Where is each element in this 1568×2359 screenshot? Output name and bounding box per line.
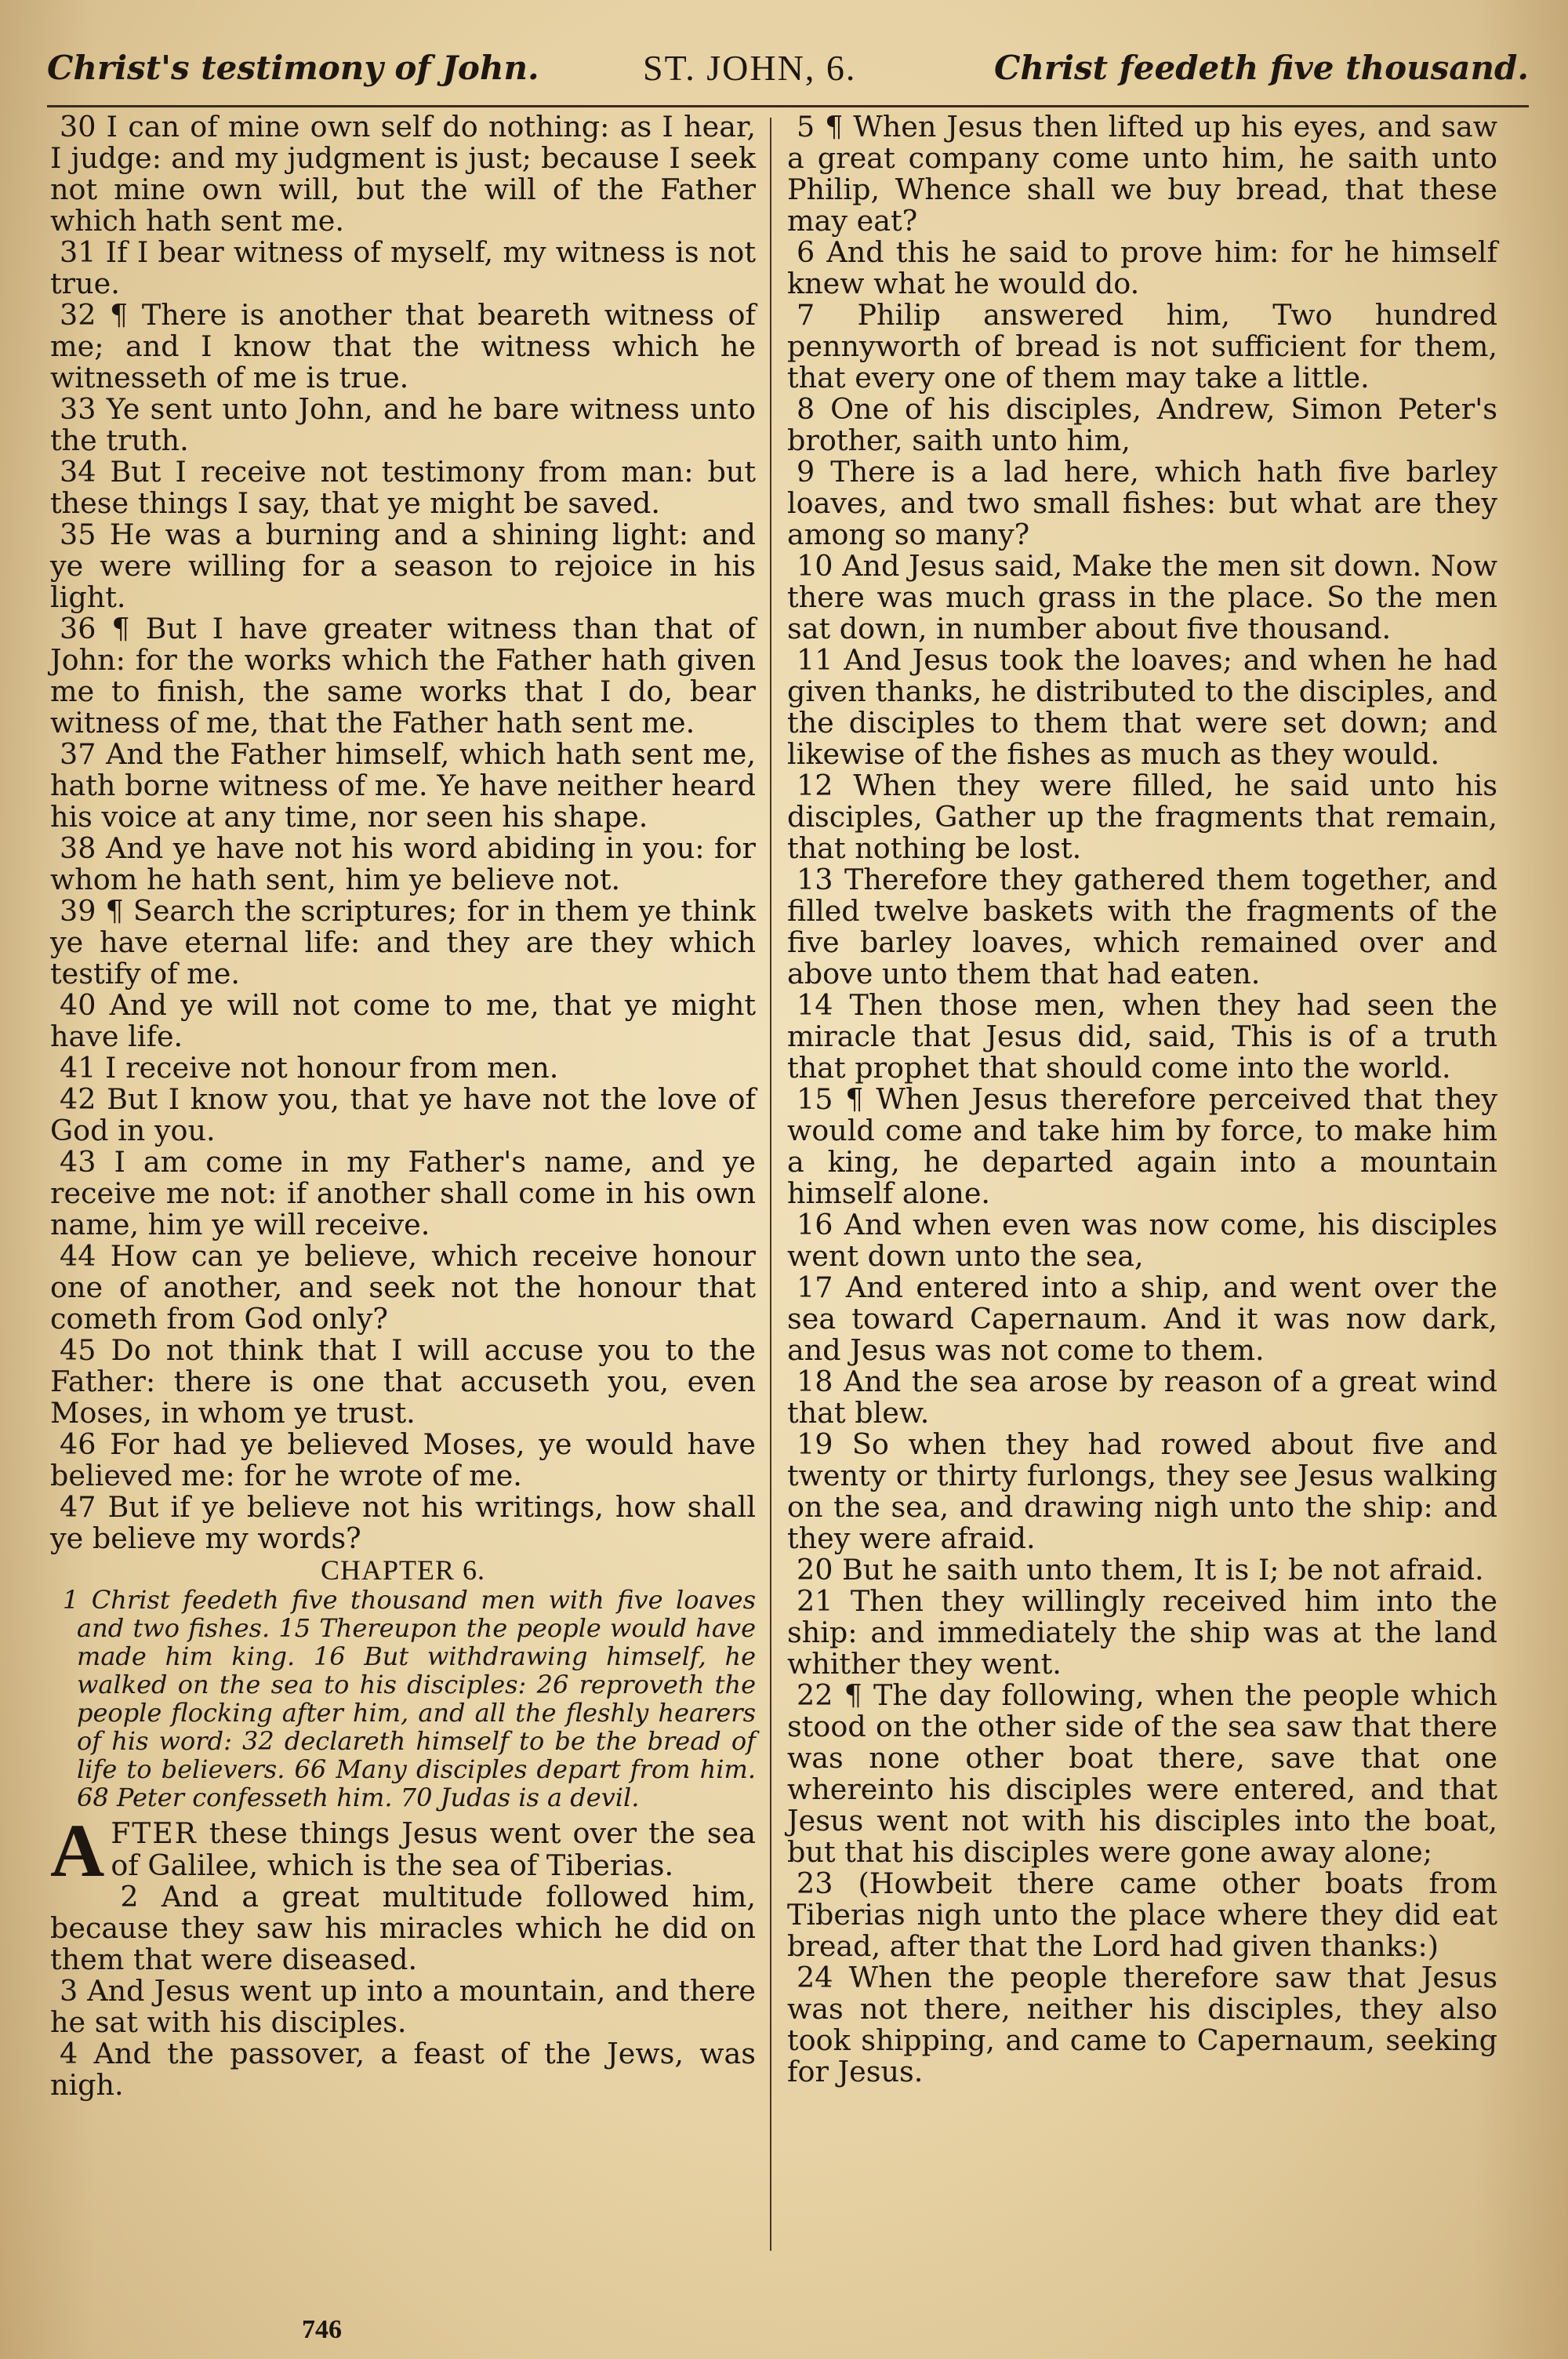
verse: 9 There is a lad here, which hath five barley loaves, and two small fishes: but what are they among so many? (787, 455, 1497, 551)
verse: 40 And ye will not come to me, that ye might have life. (50, 988, 756, 1053)
verse: 11 And Jesus took the loaves; and when he had given thanks, he distributed to the disciples, and the disciples to them that were set down; and likewise of the fishes as much as they would. (787, 643, 1497, 771)
verse: 15 ¶ When Jesus therefore perceived that they would come and take him by force, to make him a king, he departed again into a mountain himself alone. (787, 1082, 1497, 1210)
verse: 13 Therefore they gathered them together, and filled twelve baskets with the fragments of the five barley loaves, which remained over and above unto them that had eaten. (787, 863, 1497, 990)
verse: 37 And the Father himself, which hath sent me, hath borne witness of me. Ye have neither heard his voice at any time, nor seen his shape. (50, 737, 756, 834)
page-number: 746 (302, 2315, 342, 2344)
chapter-summary: 1 Christ feedeth five thousand men with five loaves and two fishes. 15 Thereupon the people would have made him king. 16 But withdrawing himself, he walked on the sea to his disciples: 26 reproveth the people flocking after him, and all the fleshly hearers of his word: 32 declareth himself to be the bread of life to believers. 66 Many disciples depart from him. 68 Peter confesseth him. 70 Judas is a devil. (63, 1585, 756, 1812)
drop-cap-letter: A (50, 1808, 105, 1892)
verse: 41 I receive not honour from men. (60, 1051, 559, 1085)
verse: 19 So when they had rowed about five and twenty or thirty furlongs, they see Jesus walking on the sea, and drawing nigh unto the ship: and they were afraid. (787, 1427, 1497, 1555)
verse: 44 How can ye believe, which receive honour one of another, and seek not the honour that cometh from God only? (50, 1239, 756, 1336)
verse: 46 For had ye believed Moses, ye would have believed me: for he wrote of me. (50, 1427, 756, 1492)
verse: 5 ¶ When Jesus then lifted up his eyes, and saw a great company come unto him, he saith unto Philip, Whence shall we buy bread, that these may eat? (787, 110, 1497, 238)
verse: 24 When the people therefore saw that Jesus was not there, neither his disciples, they also took shipping, and came to Capernaum, seeking for Jesus. (787, 1961, 1497, 2088)
header-right-title: Christ feedeth five thousand. (993, 49, 1529, 87)
verse: 2 And a great multitude followed him, because they saw his miracles which he did on them that were diseased. (50, 1880, 756, 1976)
verse: 16 And when even was now come, his disciples went down unto the sea, (787, 1208, 1497, 1273)
verse: 38 And ye have not his word abiding in you: for whom he hath sent, him ye believe not. (50, 831, 756, 896)
verse: 39 ¶ Search the scriptures; for in them ye think ye have eternal life: and they are they which testify of me. (50, 894, 756, 990)
verse: 32 ¶ There is another that beareth witness of me; and I know that the witness which he witnesseth of me is true. (50, 298, 756, 394)
verse: 36 ¶ But I have greater witness than that of John: for the works which the Father hath given me to finish, the same works that I do, bear witness of me, that the Father hath sent me. (50, 612, 756, 740)
header-left-title: Christ's testimony of John. (47, 49, 539, 87)
verse: 31 If I bear witness of myself, my witness is not true. (50, 235, 756, 300)
left-column (50, 111, 756, 2101)
verse: 42 But I know you, that ye have not the love of God in you. (50, 1082, 756, 1147)
column-divider (770, 118, 771, 2251)
right-column (787, 111, 1497, 2088)
verse: 10 And Jesus said, Make the men sit down. Now there was much grass in the place. So the men sat down, in number about five thousand. (787, 549, 1497, 645)
verse: 12 When they were filled, he said unto his disciples, Gather up the fragments that remain, that nothing be lost. (787, 769, 1497, 865)
page-header (47, 41, 1529, 96)
first-word-caps: FTER (111, 1818, 198, 1850)
verse: 6 And this he said to prove him: for he himself knew what he would do. (787, 235, 1497, 300)
verse: 45 Do not think that I will accuse you to the Father: there is one that accuseth you, even Moses, in whom ye trust. (50, 1333, 756, 1430)
verse: 43 I am come in my Father's name, and ye receive me not: if another shall come in his own name, him ye will receive. (50, 1145, 756, 1241)
verse: 33 Ye sent unto John, and he bare witness unto the truth. (50, 392, 756, 457)
verse: 14 Then those men, when they had seen the miracle that Jesus did, said, This is of a truth that prophet that should come into the world. (787, 988, 1497, 1085)
verse: 7 Philip answered him, Two hundred pennyworth of bread is not sufficient for them, that every one of them may take a little. (787, 298, 1497, 394)
chapter-first-verse (50, 1808, 756, 1892)
verse: 47 But if ye believe not his writings, how shall ye believe my words? (50, 1490, 756, 1555)
header-rule (47, 105, 1529, 107)
verse: 23 (Howbeit there came other boats from Tiberias nigh unto the place where they did eat bread, after that the Lord had given thanks:) (787, 1866, 1497, 1963)
verse: 30 I can of mine own self do nothing: as I hear, I judge: and my judgment is just; because I seek not mine own will, but the will of the Father which hath sent me. (50, 110, 756, 238)
verse: 18 And the sea arose by reason of a great wind that blew. (787, 1365, 1497, 1430)
verse: 4 And the passover, a feast of the Jews, was nigh. (50, 2037, 756, 2102)
first-verse-text: these things Jesus went over the sea of Galilee, which is the sea of Tiberias. (111, 1816, 756, 1882)
verse: 21 Then they willingly received him into the ship: and immediately the ship was at the land whither they went. (787, 1584, 1497, 1681)
verse: 20 But he saith unto them, It is I; be not afraid. (797, 1553, 1484, 1587)
verse: 34 But I receive not testimony from man: but these things I say, that ye might be saved. (50, 455, 756, 520)
verse: 17 And entered into a ship, and went over the sea toward Capernaum. And it was now dark, and Jesus was not come to them. (787, 1270, 1497, 1367)
verse: 22 ¶ The day following, when the people which stood on the other side of the sea saw that there was none other boat there, save that one whereinto his disciples were entered, and that Jesus went not with his disciples into the boat, but that his disciples were gone away alone; (787, 1678, 1497, 1869)
verse: 35 He was a burning and a shining light: and ye were willing for a season to rejoice in his light. (50, 518, 756, 614)
header-book-chapter: ST. JOHN, 6. (643, 48, 857, 88)
verse: 8 One of his disciples, Andrew, Simon Peter's brother, saith unto him, (787, 392, 1497, 457)
chapter-heading: CHAPTER 6. (320, 1554, 486, 1586)
verse: 3 And Jesus went up into a mountain, and there he sat with his disciples. (50, 1974, 756, 2039)
